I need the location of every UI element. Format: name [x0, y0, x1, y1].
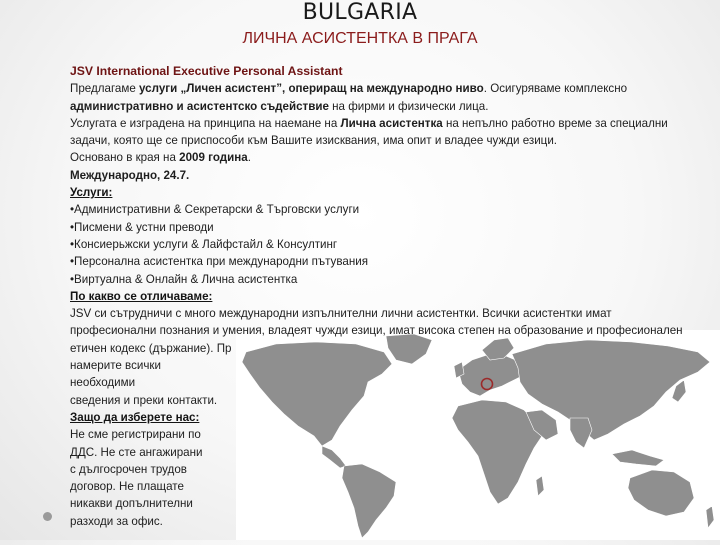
difference-heading: По какво се отличаваме:: [70, 289, 213, 303]
new-zealand-shape: [706, 506, 714, 528]
difference-line: JSV си сътрудничи с много международни изпълнителни лични асистентки. Всички асистентки имат: [70, 307, 612, 321]
services-item: •Писмени & устни преводи: [70, 220, 214, 234]
australia-shape: [628, 470, 694, 516]
company-heading: JSV International Executive Personal Assistant: [70, 64, 343, 78]
services-heading: Услуги:: [70, 186, 113, 200]
service-text-1: Услугата е изградена на принципа на наемане на: [70, 116, 341, 130]
services-item: •Виртуална & Онлайн & Лична асистентка: [70, 272, 298, 286]
difference-line: етичен кодекс (държание). Пр: [70, 341, 232, 355]
intro-text-1: Предлагаме: [70, 82, 140, 96]
world-map-illustration: [236, 330, 720, 540]
difference-tail-line: необходими: [70, 376, 136, 390]
service-paragraph: [70, 115, 710, 150]
slide-subtitle: ЛИЧНА АСИСТЕНТКА В ПРАГА: [242, 30, 478, 47]
difference-tail: [70, 357, 230, 409]
founded-text-2: .: [247, 151, 251, 165]
central-america-shape: [322, 446, 346, 468]
why-line: Не сме регистрирани по: [70, 428, 201, 442]
international-line: Международно, 24.7.: [70, 168, 190, 182]
founded-text-1: Основано в края на: [70, 151, 180, 165]
why-line: разходи за офис.: [70, 514, 163, 528]
why-line: договор. Не плащате: [70, 480, 184, 494]
why-line: с дългосрочен трудов: [70, 462, 187, 476]
founded-line: [70, 149, 710, 166]
difference-tail-line: сведения и преки контакти.: [70, 393, 218, 407]
why-list: [70, 426, 230, 530]
services-item: •Консиерьжски услуги & Лайфстайл & Консултинг: [70, 237, 338, 251]
slide-title: BULGARIA: [302, 0, 418, 25]
india-shape: [570, 418, 592, 448]
why-line: никакви допълнителни: [70, 497, 193, 511]
services-item: •Персонална асистентка при международни пътувания: [70, 255, 368, 269]
service-text-2: на непълно работно време за специални задачи, която ще се приспособи към Вашите изисквания, има опит и владее чужди езици.: [70, 116, 668, 148]
founded-year: 2009 година: [179, 151, 248, 165]
south-america-shape: [342, 464, 396, 538]
why-line: ДДС. Не сте ангажирани: [70, 445, 203, 459]
intro-text-3: на фирми и физически лица.: [328, 99, 489, 113]
difference-tail-line: намерите всички: [70, 359, 161, 373]
continents: [242, 334, 714, 538]
intro-paragraph: [70, 80, 710, 115]
why-heading: Защо да изберете нас:: [70, 410, 200, 424]
intro-bold-2: административно и асистентско съдействие: [70, 99, 329, 113]
services-item: •Административни & Секретарски & Търговски услуги: [70, 203, 360, 217]
intro-text-2: . Осигуряваме комплексно: [483, 82, 628, 96]
north-america-shape: [242, 342, 392, 446]
madagascar-shape: [536, 476, 544, 496]
indonesia-shape: [612, 450, 664, 466]
slide-bullet-dot-icon: [43, 512, 52, 521]
difference-line: професионални познания и умения, владеят чужди езици, имат висока степен на образование и професионален: [70, 324, 683, 338]
services-list: [70, 201, 710, 287]
world-map-svg: [236, 330, 720, 540]
intro-bold-1: услуги „Личен асистент”, опериращ на международно ниво: [139, 82, 484, 96]
service-bold-1: Лична асистентка: [340, 116, 443, 130]
